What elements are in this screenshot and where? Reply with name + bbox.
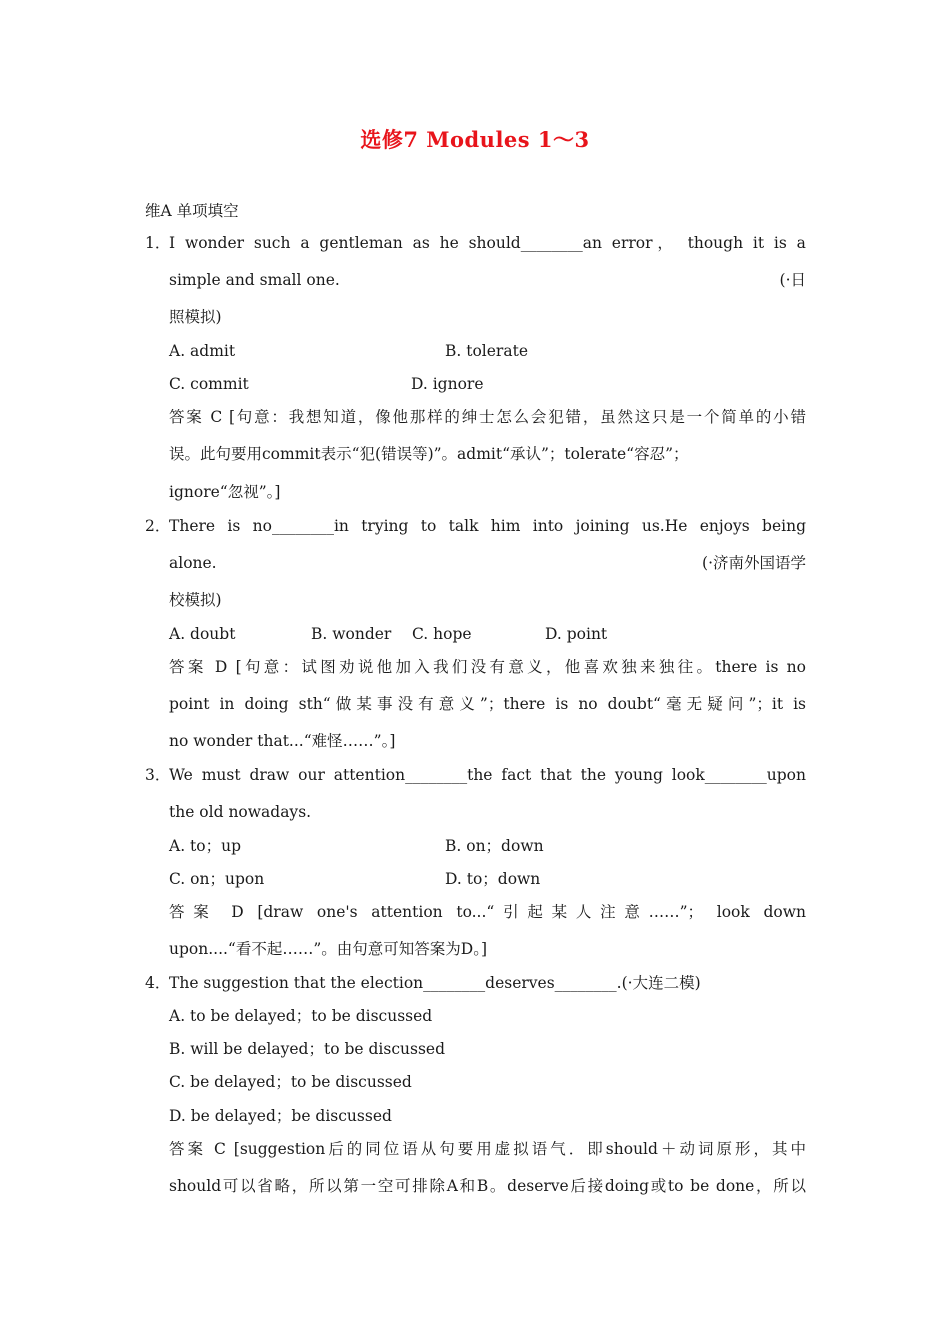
word: D bbox=[214, 658, 228, 676]
option-b: B. tolerate bbox=[445, 342, 528, 360]
word: down bbox=[763, 903, 806, 921]
page-title: 选修7 Modules 1～3 bbox=[360, 127, 590, 152]
question-source: (·日 bbox=[779, 271, 806, 289]
question-number: 3． bbox=[145, 766, 171, 784]
question-number: 1． bbox=[145, 234, 171, 252]
word: gentleman bbox=[319, 234, 403, 252]
word: look________upon bbox=[671, 766, 806, 784]
word: attention bbox=[371, 903, 443, 921]
word: is bbox=[227, 517, 241, 535]
word: that bbox=[540, 766, 572, 784]
answer-line bbox=[169, 694, 806, 714]
word: There bbox=[169, 517, 216, 535]
word: wonder bbox=[184, 234, 245, 252]
word: us.He bbox=[641, 517, 688, 535]
word: look bbox=[716, 903, 750, 921]
section-heading: 维A 单项填空 bbox=[145, 202, 239, 220]
word: is bbox=[555, 695, 569, 713]
question-number: 4． bbox=[145, 974, 171, 992]
option-b: B. on；down bbox=[445, 837, 544, 855]
word: D bbox=[231, 903, 244, 921]
option-c: C. hope bbox=[412, 625, 472, 643]
word: C bbox=[213, 1140, 226, 1158]
word: talk bbox=[448, 517, 479, 535]
word: draw bbox=[249, 766, 290, 784]
word: be bbox=[690, 1177, 710, 1195]
option-d: D. ignore bbox=[411, 375, 484, 393]
word: doubt“毫无疑问”；it bbox=[607, 695, 784, 713]
option-a: A. doubt bbox=[169, 625, 236, 643]
word: young bbox=[614, 766, 663, 784]
answer-line: no wonder that...“难怪……”。] bbox=[169, 732, 396, 750]
question-stem-continued: the old nowadays. bbox=[169, 803, 312, 821]
word: it bbox=[752, 234, 765, 252]
word: no bbox=[786, 658, 806, 676]
question-source-continued: 照模拟) bbox=[169, 308, 222, 326]
option-a: A. to；up bbox=[169, 837, 242, 855]
word: C bbox=[210, 408, 223, 426]
answer-line bbox=[169, 657, 806, 677]
word: one's bbox=[316, 903, 358, 921]
option-c: C. on；upon bbox=[169, 870, 265, 888]
answer-line: upon....“看不起……”。由句意可知答案为D。] bbox=[169, 940, 488, 958]
option-a: A. to be delayed；to be discussed bbox=[169, 1007, 433, 1025]
question-stem bbox=[169, 516, 806, 536]
answer-line: ignore“忽视”。] bbox=[169, 483, 281, 501]
answer-line bbox=[169, 902, 806, 922]
word: I bbox=[169, 234, 176, 252]
word: [句意：我想知道，像他那样的绅士怎么会犯错，虽然这只是一个简单的小错 bbox=[228, 408, 806, 426]
question-stem-continued: simple and small one. bbox=[169, 271, 340, 289]
option-a: A. admit bbox=[169, 342, 236, 360]
word: him bbox=[490, 517, 521, 535]
word: should________an bbox=[468, 234, 602, 252]
word: is bbox=[773, 234, 787, 252]
word: though bbox=[687, 234, 744, 252]
option-b: B. wonder bbox=[311, 625, 392, 643]
question-source: (·济南外国语学 bbox=[702, 554, 806, 572]
word: 答案 bbox=[169, 408, 204, 426]
word: 答案 bbox=[169, 1140, 207, 1158]
word: 答案 bbox=[169, 658, 207, 676]
word: as bbox=[412, 234, 430, 252]
word: error， bbox=[611, 234, 678, 252]
word: no________in bbox=[252, 517, 349, 535]
word: attention________the bbox=[333, 766, 493, 784]
word: should可以省略，所以第一空可排除A和B。deserve后接doing或to bbox=[169, 1177, 684, 1195]
word: a bbox=[796, 234, 806, 252]
word: [draw bbox=[257, 903, 304, 921]
question-stem: The suggestion that the election________deserves________.(·大连二模) bbox=[169, 974, 701, 992]
answer-line bbox=[169, 1139, 806, 1159]
word: sth“做某事没有意义”；there bbox=[298, 695, 546, 713]
word: [suggestion后的同位语从句要用虚拟语气．即should＋动词原形，其中 bbox=[233, 1140, 806, 1158]
option-d: D. to；down bbox=[445, 870, 541, 888]
word: to...“引起某人注意……”； bbox=[456, 903, 704, 921]
word: being bbox=[762, 517, 807, 535]
word: must bbox=[201, 766, 241, 784]
option-c: C. commit bbox=[169, 375, 249, 393]
word: We bbox=[169, 766, 193, 784]
word: such bbox=[253, 234, 291, 252]
word: point bbox=[169, 695, 210, 713]
word: our bbox=[298, 766, 325, 784]
option-d: D. point bbox=[545, 625, 608, 643]
option-d: D. be delayed；be discussed bbox=[169, 1107, 392, 1125]
question-number: 2． bbox=[145, 517, 171, 535]
word: done，所以 bbox=[715, 1177, 806, 1195]
answer-line bbox=[169, 407, 806, 427]
word: fact bbox=[501, 766, 532, 784]
question-source-continued: 校模拟) bbox=[169, 591, 222, 609]
word: in bbox=[219, 695, 235, 713]
word: the bbox=[580, 766, 607, 784]
option-b: B. will be delayed；to be discussed bbox=[169, 1040, 445, 1058]
question-stem bbox=[169, 765, 806, 785]
answer-line: 误。此句要用commit表示“犯(错误等)”。admit“承认”；tolerate“容忍”； bbox=[169, 445, 689, 463]
word: to bbox=[420, 517, 437, 535]
answer-line bbox=[169, 1176, 806, 1196]
word: enjoys bbox=[699, 517, 750, 535]
word: [句意：试图劝说他加入我们没有意义，他喜欢独来独往。there bbox=[235, 658, 758, 676]
word: he bbox=[439, 234, 459, 252]
word: trying bbox=[361, 517, 409, 535]
word: into bbox=[532, 517, 564, 535]
question-stem-continued: alone. bbox=[169, 554, 217, 572]
word: is bbox=[793, 695, 807, 713]
word: doing bbox=[244, 695, 289, 713]
word: is bbox=[765, 658, 779, 676]
word: 答案 bbox=[169, 903, 218, 921]
word: joining bbox=[575, 517, 630, 535]
question-stem bbox=[169, 233, 806, 253]
option-c: C. be delayed；to be discussed bbox=[169, 1073, 412, 1091]
word: a bbox=[300, 234, 310, 252]
word: no bbox=[578, 695, 598, 713]
